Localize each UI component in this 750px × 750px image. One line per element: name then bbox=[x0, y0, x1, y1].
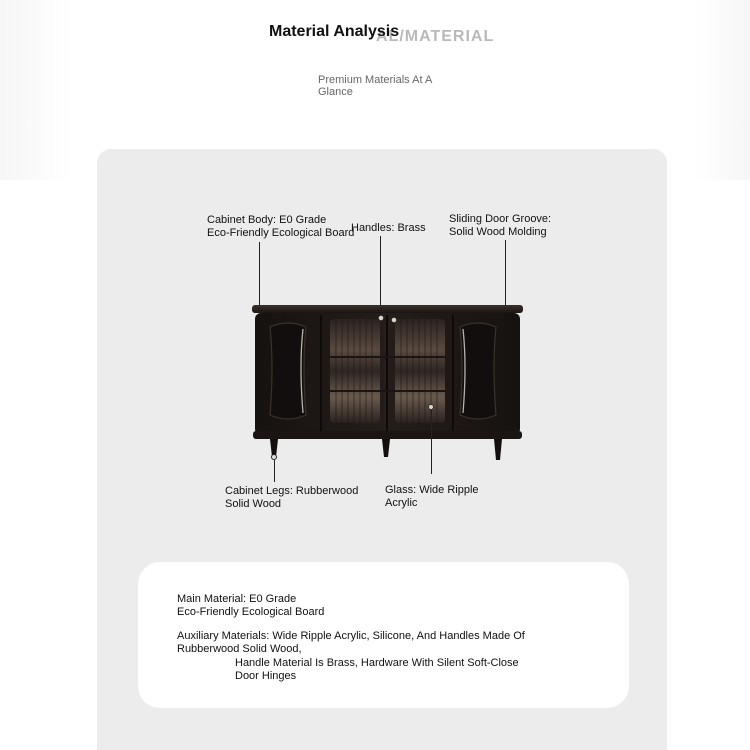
cabinet-plinth bbox=[253, 431, 522, 439]
callout-cabinet-body bbox=[207, 214, 354, 240]
cabinet-top bbox=[252, 305, 523, 313]
header-background-text: AL/MATERIAL bbox=[376, 28, 495, 45]
subtitle-line-1: Premium Materials At A bbox=[318, 74, 433, 86]
callout-cabinet-body-line-2: Eco-Friendly Ecological Board bbox=[207, 227, 355, 239]
page-title: Material Analysis bbox=[269, 23, 400, 40]
auxiliary-line-2: Rubberwood Solid Wood, bbox=[177, 643, 302, 655]
sideboard-cabinet-image bbox=[250, 305, 525, 465]
callout-door-groove-line-2: Solid Wood Molding bbox=[449, 226, 547, 238]
callout-handles bbox=[351, 222, 426, 235]
page-subtitle bbox=[318, 74, 468, 98]
auxiliary-line-3: Handle Material Is Brass, Hardware With Silent Soft-Close bbox=[235, 657, 519, 669]
callout-cabinet-body-line-1: Cabinet Body: E0 Grade bbox=[207, 214, 327, 226]
auxiliary-line-4: Door Hinges bbox=[235, 670, 297, 682]
leader-line-handles bbox=[380, 236, 381, 316]
knob-glass-door bbox=[429, 405, 434, 410]
auxiliary-material-text bbox=[177, 630, 525, 656]
leader-line-glass bbox=[431, 410, 432, 474]
callout-handles-line-1: Handles: Brass bbox=[351, 222, 426, 234]
callout-glass bbox=[385, 484, 479, 510]
main-material-text bbox=[177, 593, 324, 619]
right-edge-shade bbox=[694, 0, 750, 180]
leader-line-door-groove bbox=[505, 240, 506, 308]
subtitle-line-2: Glance bbox=[318, 86, 353, 98]
callout-glass-line-2: Acrylic bbox=[385, 497, 418, 509]
handle-material-text bbox=[235, 657, 519, 683]
callout-legs-line-2: Solid Wood bbox=[225, 498, 282, 510]
leader-line-legs bbox=[274, 460, 275, 482]
knob-top-right bbox=[391, 317, 396, 322]
knob-top-left bbox=[378, 315, 383, 320]
main-material-line-2: Eco-Friendly Ecological Board bbox=[177, 606, 325, 618]
leader-line-cabinet-body bbox=[259, 242, 260, 308]
callout-legs bbox=[225, 485, 358, 511]
callout-door-groove bbox=[449, 213, 551, 239]
auxiliary-line-1: Auxiliary Materials: Wide Ripple Acrylic, Silicone, And Handles Made Of bbox=[177, 630, 525, 642]
main-material-line-1: Main Material: E0 Grade bbox=[177, 593, 297, 605]
leg-middle bbox=[382, 439, 390, 457]
leg-right bbox=[494, 439, 502, 460]
callout-glass-line-1: Glass: Wide Ripple bbox=[385, 484, 479, 496]
callout-legs-line-1: Cabinet Legs: Rubberwood bbox=[225, 485, 359, 497]
left-edge-shade bbox=[0, 0, 72, 180]
callout-door-groove-line-1: Sliding Door Groove: bbox=[449, 213, 552, 225]
